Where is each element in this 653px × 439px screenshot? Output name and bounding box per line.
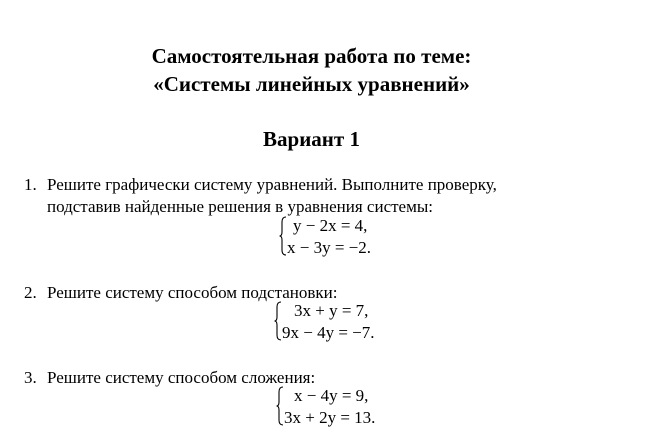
- task-text-line: подставив найденные решения в уравнения системы:: [47, 197, 434, 216]
- task-number: 1.: [24, 175, 37, 194]
- task-text-line: Решите систему способом подстановки:: [47, 283, 338, 302]
- title-line-2: «Системы линейных уравнений»: [153, 72, 470, 96]
- equation: x − 4y = 9,: [294, 386, 369, 405]
- brace-icon: [274, 301, 282, 341]
- task-text-line: Решите систему способом сложения:: [47, 368, 316, 387]
- equation: 3x + 2y = 13.: [284, 408, 376, 427]
- equation: y − 2x = 4,: [293, 216, 368, 235]
- title-line-1: Самостоятельная работа по теме:: [151, 44, 472, 68]
- equation: 3x + y = 7,: [294, 301, 369, 320]
- task-number: 3.: [24, 368, 37, 387]
- equation: 9x − 4y = −7.: [282, 323, 375, 342]
- equation: x − 3y = −2.: [287, 238, 372, 257]
- task-text-line: Решите графически систему уравнений. Выполните проверку,: [47, 175, 497, 194]
- brace-icon: [276, 386, 284, 426]
- task-number: 2.: [24, 283, 37, 302]
- brace-icon: [279, 216, 287, 256]
- variant-heading: Вариант 1: [263, 127, 360, 151]
